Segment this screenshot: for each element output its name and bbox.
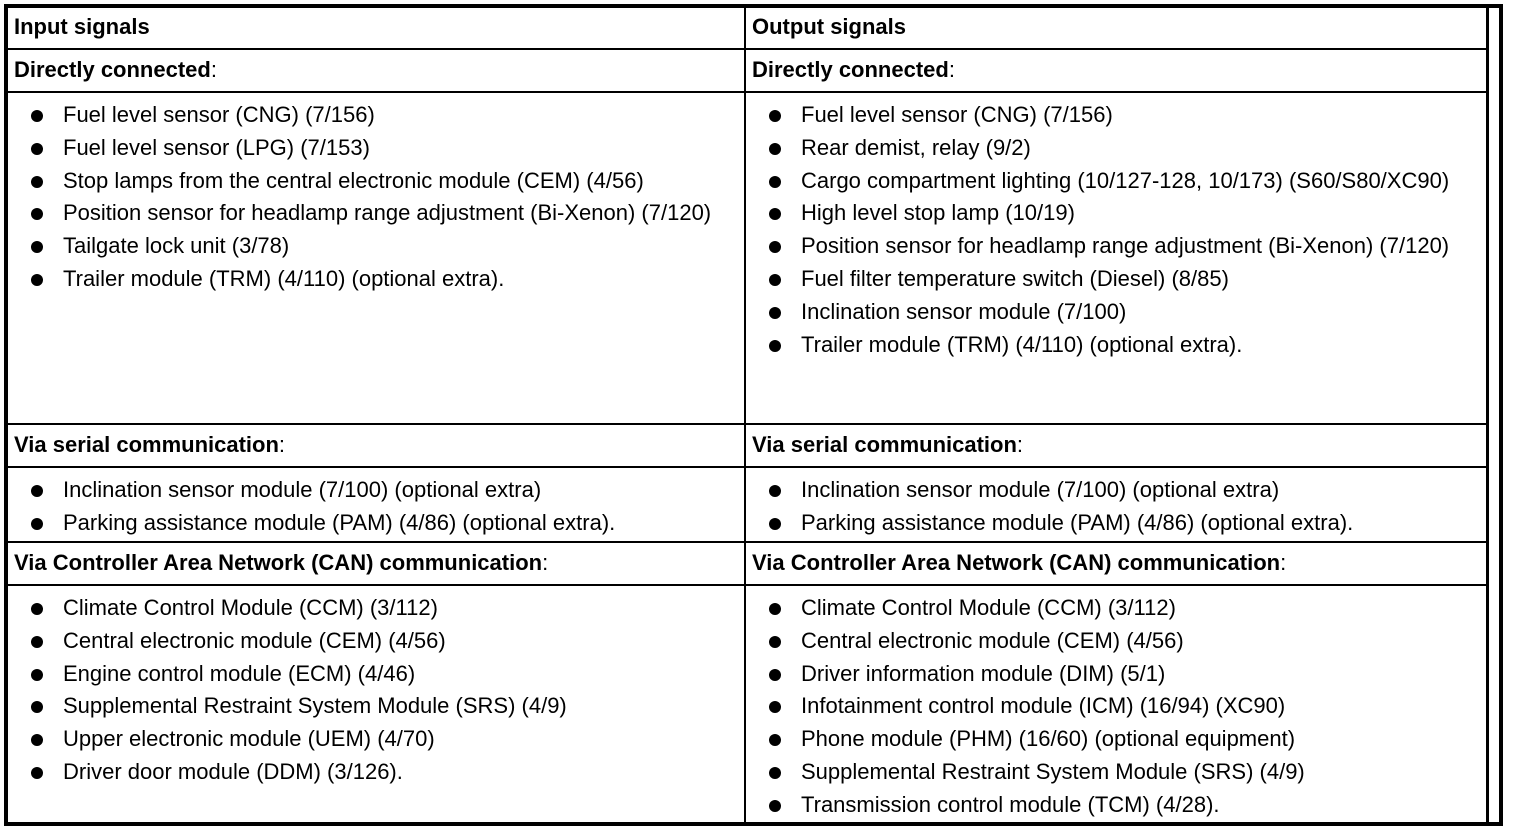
output-section-heading: Via serial communication: (745, 424, 1487, 467)
list-item: Driver information module (DIM) (5/1) (752, 658, 1480, 691)
list-item: Upper electronic module (UEM) (4/70) (14, 723, 738, 756)
list-item: Inclination sensor module (7/100) (752, 296, 1480, 329)
list-item: Cargo compartment lighting (10/127-128, 10/173) (S60/S80/XC90) (752, 165, 1480, 198)
list-item: Rear demist, relay (9/2) (752, 132, 1480, 165)
list-item: Fuel level sensor (CNG) (7/156) (14, 99, 738, 132)
input-serial-list (6, 467, 745, 542)
list-item: Fuel filter temperature switch (Diesel) (8/85) (752, 263, 1480, 296)
list-item: Climate Control Module (CCM) (3/112) (752, 592, 1480, 625)
input-directly-connected-list (6, 92, 745, 424)
list-item: Position sensor for headlamp range adjustment (Bi-Xenon) (7/120) (14, 197, 738, 230)
list-item: Parking assistance module (PAM) (4/86) (optional extra). (752, 507, 1480, 540)
list-item: Driver door module (DDM) (3/126). (14, 756, 738, 789)
list-item: Position sensor for headlamp range adjustment (Bi-Xenon) (7/120) (752, 230, 1480, 263)
list-item: Fuel level sensor (LPG) (7/153) (14, 132, 738, 165)
list-item: High level stop lamp (10/19) (752, 197, 1480, 230)
list-item: Parking assistance module (PAM) (4/86) (optional extra). (14, 507, 738, 540)
output-can-list (745, 585, 1487, 824)
output-section-heading: Via Controller Area Network (CAN) communication: (745, 542, 1487, 585)
list-item: Tailgate lock unit (3/78) (14, 230, 738, 263)
output-directly-connected-list (745, 92, 1487, 424)
list-item: Infotainment control module (ICM) (16/94) (XC90) (752, 690, 1480, 723)
list-item: Phone module (PHM) (16/60) (optional equipment) (752, 723, 1480, 756)
list-item: Inclination sensor module (7/100) (optional extra) (752, 474, 1480, 507)
input-can-list (6, 585, 745, 824)
input-section-heading: Via serial communication: (6, 424, 745, 467)
list-item: Trailer module (TRM) (4/110) (optional extra). (752, 329, 1480, 362)
list-item: Transmission control module (TCM) (4/28). (752, 789, 1480, 822)
list-item: Trailer module (TRM) (4/110) (optional extra). (14, 263, 738, 296)
output-serial-list (745, 467, 1487, 542)
input-section-heading: Via Controller Area Network (CAN) communication: (6, 542, 745, 585)
output-signals-header: Output signals (745, 6, 1487, 49)
signals-table (4, 4, 1503, 826)
output-section-heading: Directly connected: (745, 49, 1487, 92)
list-item: Central electronic module (CEM) (4/56) (14, 625, 738, 658)
input-section-heading: Directly connected: (6, 49, 745, 92)
list-item: Stop lamps from the central electronic module (CEM) (4/56) (14, 165, 738, 198)
list-item: Fuel level sensor (CNG) (7/156) (752, 99, 1480, 132)
margin-column (1487, 6, 1501, 824)
list-item: Central electronic module (CEM) (4/56) (752, 625, 1480, 658)
list-item: Engine control module (ECM) (4/46) (14, 658, 738, 691)
list-item: Supplemental Restraint System Module (SRS) (4/9) (14, 690, 738, 723)
list-item: Climate Control Module (CCM) (3/112) (14, 592, 738, 625)
list-item: Supplemental Restraint System Module (SRS) (4/9) (752, 756, 1480, 789)
input-signals-header: Input signals (6, 6, 745, 49)
list-item: Inclination sensor module (7/100) (optional extra) (14, 474, 738, 507)
